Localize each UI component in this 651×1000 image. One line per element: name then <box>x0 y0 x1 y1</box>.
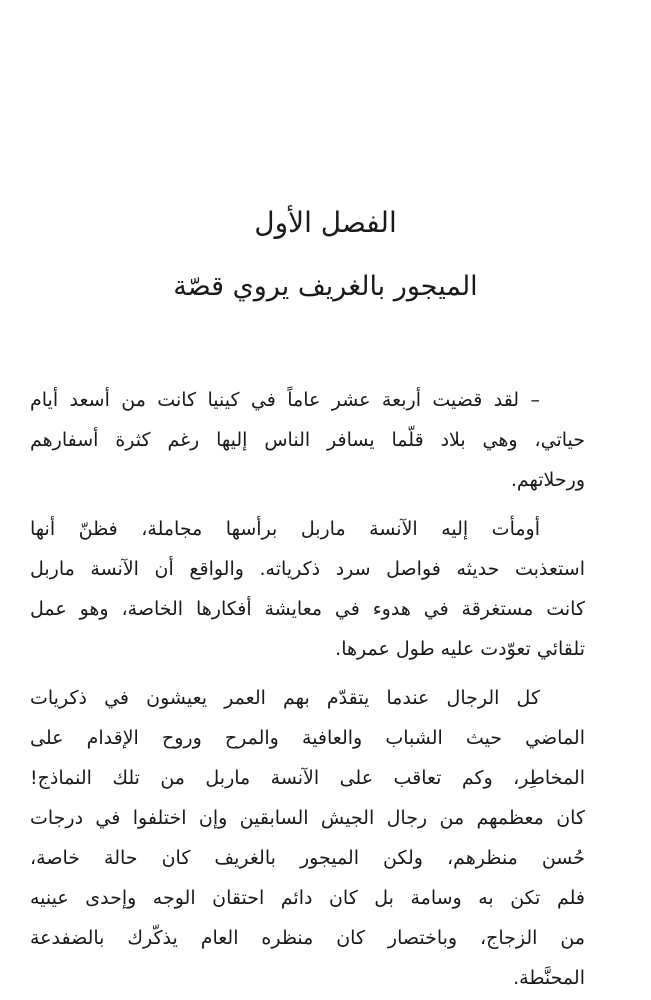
text-line: حياتي، وهي بلاد قلّما يسافر الناس إليها رغم كثرة أسفارهم <box>30 429 585 451</box>
text-line: تلقائي تعوّدت عليه طول عمرها. <box>335 638 585 660</box>
text-line: أومأت إليه الآنسة ماربل برأسها مجاملة، فظنّ أنها <box>30 518 540 540</box>
text-line: ورحلاتهم. <box>510 469 585 491</box>
chapter-subtitle: الميجور بالغريف يروي قصّة <box>173 271 478 302</box>
body-text <box>30 380 585 1000</box>
paragraph <box>30 678 585 998</box>
text-line: استعذبت حديثه فواصل سرد ذكرياته. والواقع أن الآنسة ماربل <box>30 558 585 580</box>
paragraph <box>30 509 585 669</box>
text-line: كانت مستغرقة في هدوء في معايشة أفكارها الخاصة، وهو عمل <box>30 598 585 620</box>
text-line: فلم تكن به وسامة بل كان دائم احتقان الوجه وإحدى عينيه <box>30 887 585 909</box>
text-line: المخاطِر، وكم تعاقب على الآنسة ماربل من تلك النماذج! <box>30 767 585 789</box>
text-line: الماضي حيث الشباب والعافية والمرح وروح الإقدام على <box>30 727 585 749</box>
chapter-title: الفصل الأول <box>254 206 397 239</box>
paragraph <box>30 380 585 500</box>
text-line: المحنَّطة. <box>513 967 585 989</box>
text-line: كان معظمهم من رجال الجيش السابقين وإن اختلفوا في درجات <box>30 807 585 829</box>
text-line: حُسن منظرهم، ولكن الميجور بالغريف كان حالة خاصة، <box>30 847 585 869</box>
text-line: من الزجاج، وباختصار كان منظره العام يذكّرك بالضفدعة <box>30 927 585 949</box>
text-line: – لقد قضيت أربعة عشر عاماً في كينيا كانت من أسعد أيام <box>30 389 540 411</box>
text-line: كل الرجال عندما يتقدّم بهم العمر يعيشون في ذكريات <box>30 687 540 709</box>
